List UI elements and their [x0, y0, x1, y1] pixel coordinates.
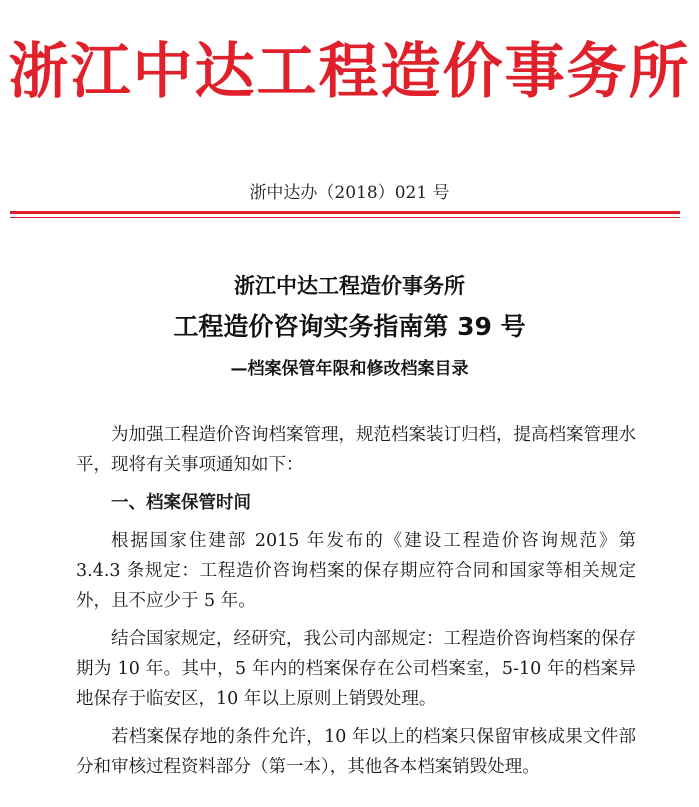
paragraph: 结合国家规定，经研究，我公司内部规定：工程造价咨询档案的保存期为 10 年。其中，5 年内的档案保存在公司档案室，5-10 年的档案异地保存于临安区，10 年以上原则上销毁处理。: [76, 629, 636, 709]
section-heading: 一、档案保管时间: [111, 493, 251, 513]
issuer-line: 浙江中达工程造价事务所: [234, 274, 465, 298]
paragraph: 若档案保存地的条件允许，10 年以上的档案只保留审核成果文件部分和审核过程资料部分（第一本），其他各本档案销毁处理。: [76, 727, 636, 777]
page-title: 工程造价咨询实务指南第 39 号: [173, 312, 526, 341]
page-subtitle: —档案保管年限和修改档案目录: [230, 359, 469, 379]
document-number: 浙中达办（2018）021 号: [249, 183, 450, 203]
organization-header: 浙江中达工程造价事务所: [8, 37, 691, 107]
red-divider-thin: [10, 217, 680, 218]
paragraph: 根据国家住建部 2015 年发布的《建设工程造价咨询规范》第 3.4.3 条规定：工程造价咨询档案的保存期应符合同和国家等相关规定外，且不应少于 5 年。: [76, 531, 636, 611]
red-divider: [10, 211, 680, 214]
document-body: [76, 420, 636, 790]
intro-paragraph: 为加强工程造价咨询档案管理，规范档案装订归档，提高档案管理水平，现将有关事项通知如下：: [76, 425, 636, 475]
